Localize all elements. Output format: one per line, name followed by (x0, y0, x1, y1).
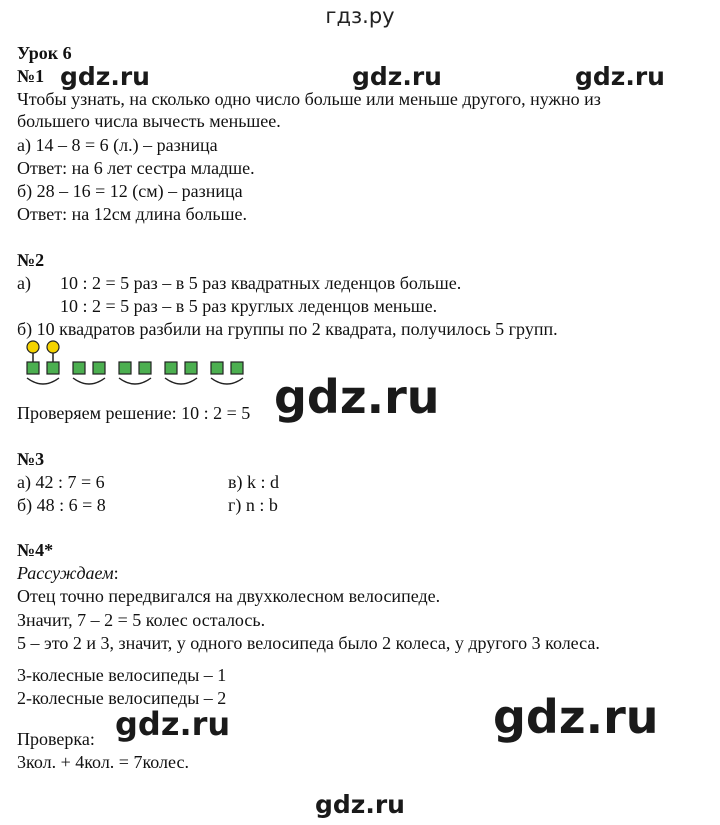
square-candy-icon (139, 362, 151, 374)
task-4-line: Отец точно передвигался на двухколесном велосипеде. (17, 586, 441, 606)
lesson-title: Урок 6 (17, 43, 72, 63)
square-candy-icon (231, 362, 243, 374)
task-2-b-line: б) 10 квадратов разбили на группы по 2 квадрата, получилось 5 групп. (17, 319, 558, 339)
watermark: gdz.ru (352, 62, 442, 91)
group-arc (119, 378, 151, 384)
square-candy-icon (185, 362, 197, 374)
square-candy-icon (73, 362, 85, 374)
task-3-number: №3 (17, 449, 45, 469)
square-candy-icon (165, 362, 177, 374)
reasoning-colon: : (113, 563, 119, 583)
round-candy-icon (47, 341, 59, 362)
group-arc (211, 378, 243, 384)
task-1-line: Чтобы узнать, на сколько одно число больше или меньше другого, нужно из (17, 89, 601, 109)
site-header: гдз.ру (325, 4, 395, 28)
task-2-check: Проверяем решение: 10 : 2 = 5 (17, 403, 251, 423)
task-4-check-label: Проверка: (17, 729, 95, 749)
task-3-c: в) k : d (228, 472, 279, 492)
reasoning-label: Рассуждаем (17, 563, 114, 583)
task-1-line: большего числа вычесть меньшее. (17, 111, 281, 131)
square-candy-icon (93, 362, 105, 374)
task-4-line: 5 – это 2 и 3, значит, у одного велосипеда было 2 колеса, у другого 3 колеса. (17, 633, 600, 653)
group-arc (27, 378, 59, 384)
task-1-line: б) 28 – 16 = 12 (см) – разница (17, 181, 243, 201)
task-4-line: Значит, 7 – 2 = 5 колес осталось. (17, 610, 266, 630)
watermark: gdz.ru (575, 62, 665, 91)
task-4-reasoning (17, 562, 119, 584)
square-candy-icon (47, 362, 59, 374)
task-4-result: 3-колесные велосипеды – 1 (17, 665, 227, 685)
task-3-b: б) 48 : 6 = 8 (17, 495, 106, 515)
square-candy-icon (119, 362, 131, 374)
square-candy-icon (27, 362, 39, 374)
task-1-line: а) 14 – 8 = 6 (л.) – разница (17, 135, 218, 155)
task-3-a: а) 42 : 7 = 6 (17, 472, 105, 492)
task-2-a-line: 10 : 2 = 5 раз – в 5 раз круглых леденцов меньше. (60, 296, 438, 316)
watermark: gdz.ru (493, 690, 659, 744)
task-2-number: №2 (17, 250, 45, 270)
task-1-number: №1 (17, 66, 45, 86)
task-4-check-line: 3кол. + 4кол. = 7колес. (17, 752, 189, 772)
task-4-number: №4* (17, 540, 54, 560)
task-1-line: Ответ: на 12см длина больше. (17, 204, 247, 224)
task-1-line: Ответ: на 6 лет сестра младше. (17, 158, 255, 178)
group-arc (165, 378, 197, 384)
group-arc (73, 378, 105, 384)
candy-grouping-figure (15, 338, 250, 394)
watermark: gdz.ru (274, 370, 440, 424)
square-candy-icon (211, 362, 223, 374)
round-candy-icon (27, 341, 39, 362)
watermark-footer: gdz.ru (315, 790, 405, 819)
task-2-a-line: 10 : 2 = 5 раз – в 5 раз квадратных леденцов больше. (60, 273, 462, 293)
task-2-a-label: а) (17, 273, 31, 293)
task-3-d: г) n : b (228, 495, 278, 515)
task-4-result: 2-колесные велосипеды – 2 (17, 688, 227, 708)
watermark: gdz.ru (60, 62, 150, 91)
watermark: gdz.ru (115, 705, 231, 743)
